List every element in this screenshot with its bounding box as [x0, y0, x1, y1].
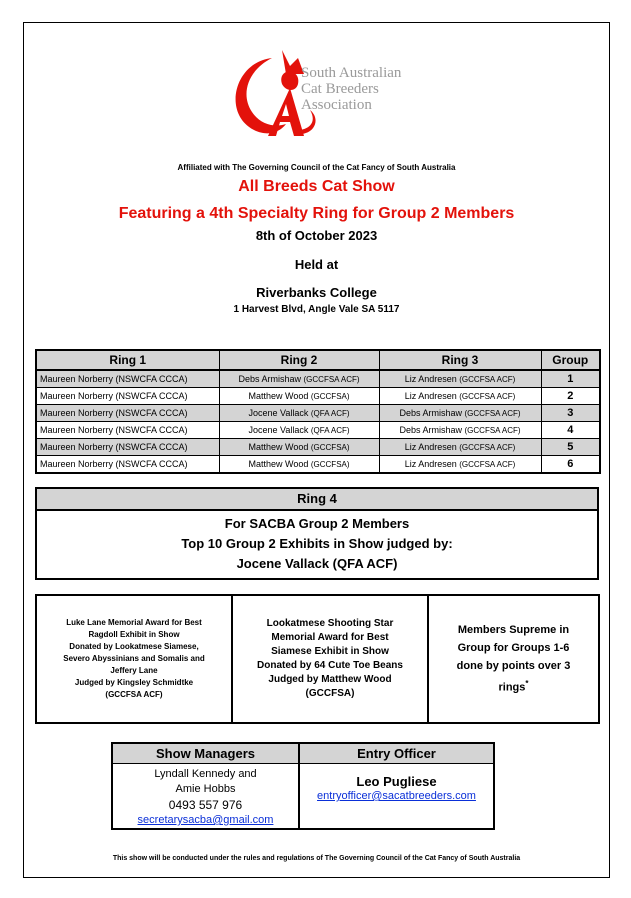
ring2-judge [219, 370, 379, 388]
table-header-row [36, 350, 600, 370]
ring3-judge [379, 370, 541, 388]
contacts-table [111, 742, 495, 830]
ring3-judge [379, 456, 541, 474]
judge-org: (GCCFSA) [310, 392, 350, 401]
judge-org: (GCCFSA ACF) [464, 409, 521, 418]
ring1-judge: Maureen Norberry (NSWCFA CCCA) [36, 370, 219, 388]
logo-wordmark [301, 65, 401, 113]
column-header: Ring 2 [219, 350, 379, 370]
venue-name: Riverbanks College [256, 285, 377, 300]
group-number: 1 [541, 370, 600, 388]
ring2-judge [219, 456, 379, 474]
judge-name: Liz Andresen [404, 442, 457, 452]
ring3-judge [379, 422, 541, 439]
held-at-label: Held at [294, 257, 339, 272]
group-number: 6 [541, 456, 600, 474]
ring1-judge: Maureen Norberry (NSWCFA CCCA) [36, 422, 219, 439]
award-line: done by points over 3 [456, 660, 571, 673]
judge-name: Matthew Wood [248, 391, 309, 401]
judge-name: Matthew Wood [248, 459, 309, 469]
awards-section [35, 594, 600, 724]
judge-name: Debs Armishaw [238, 374, 301, 384]
ring3-judge [379, 439, 541, 456]
award-line: Members Supreme in [457, 624, 570, 637]
award-line: Donated by Lookatmese Siamese, [69, 642, 199, 651]
judge-name: Debs Armishaw [399, 425, 462, 435]
table-row [36, 405, 600, 422]
ring1-judge: Maureen Norberry (NSWCFA CCCA) [36, 439, 219, 456]
table-row [36, 370, 600, 388]
affiliation-text: Affiliated with The Governing Council of the Cat Fancy of South Australia [177, 163, 456, 172]
ring1-judge: Maureen Norberry (NSWCFA CCCA) [36, 456, 219, 474]
logo-line: Association [301, 97, 372, 113]
table-row [36, 422, 600, 439]
manager-phone: 0493 557 976 [168, 798, 243, 812]
judge-org: (QFA ACF) [310, 409, 350, 418]
group-number: 2 [541, 388, 600, 405]
footnote-mark: * [525, 679, 529, 689]
ring2-judge [219, 388, 379, 405]
award-line [457, 675, 571, 697]
table-row [36, 456, 600, 474]
judge-org: (GCCFSA) [310, 460, 350, 469]
manager-names: Amie Hobbs [175, 783, 236, 795]
ring1-judge: Maureen Norberry (NSWCFA CCCA) [36, 405, 219, 422]
judge-name: Jocene Vallack [248, 425, 309, 435]
logo-line: South Australian [301, 65, 402, 81]
award-line: (GCCFSA) [305, 688, 355, 699]
judge-name: Liz Andresen [404, 374, 457, 384]
judge-org: (GCCFSA ACF) [464, 426, 521, 435]
manager-names: Lyndall Kennedy and [154, 768, 257, 780]
award-members-supreme [429, 596, 598, 722]
group-number: 4 [541, 422, 600, 439]
entry-officer-heading: Entry Officer [300, 744, 493, 764]
judge-name: Debs Armishaw [399, 408, 462, 418]
column-header: Ring 1 [36, 350, 219, 370]
award-line: Severo Abyssinians and Somalis and [63, 654, 205, 663]
judge-org: (GCCFSA ACF) [459, 460, 516, 469]
judge-org: (GCCFSA ACF) [303, 375, 360, 384]
award-siamese [233, 596, 429, 722]
award-line: Judged by Kingsley Schmidtke [74, 678, 194, 687]
show-managers-details [113, 764, 298, 828]
judge-org: (GCCFSA) [310, 443, 350, 452]
entry-officer-column [300, 744, 493, 828]
ring3-judge [379, 388, 541, 405]
ring2-judge [219, 422, 379, 439]
judge-org: (QFA ACF) [310, 426, 350, 435]
award-line: Luke Lane Memorial Award for Best [66, 618, 202, 627]
judge-name: Jocene Vallack [248, 408, 309, 418]
manager-email-link[interactable]: secretarysacba@gmail.com [137, 814, 274, 826]
group-number: 5 [541, 439, 600, 456]
ring4-line: For SACBA Group 2 Members [224, 516, 410, 531]
entry-officer-name: Leo Pugliese [356, 774, 437, 789]
award-line: Ragdoll Exhibit in Show [88, 630, 180, 639]
ring4-heading: Ring 4 [37, 489, 597, 511]
award-line: (GCCFSA ACF) [105, 690, 163, 699]
rings-table [35, 349, 601, 474]
table-row [36, 388, 600, 405]
group-number: 3 [541, 405, 600, 422]
table-row [36, 439, 600, 456]
show-subtitle: Featuring a 4th Specialty Ring for Group 2 Members [118, 205, 515, 222]
column-header: Ring 3 [379, 350, 541, 370]
judge-name: Liz Andresen [404, 459, 457, 469]
show-date: 8th of October 2023 [255, 228, 378, 243]
judge-name: Liz Andresen [404, 391, 457, 401]
judge-org: (GCCFSA ACF) [459, 392, 516, 401]
judge-org: (GCCFSA ACF) [459, 443, 516, 452]
award-line: Group for Groups 1-6 [457, 642, 570, 655]
ring2-judge [219, 439, 379, 456]
entry-officer-email-link[interactable]: entryofficer@sacatbreeders.com [317, 790, 476, 802]
venue-address: 1 Harvest Blvd, Angle Vale SA 5117 [233, 304, 400, 315]
column-header: Group [541, 350, 600, 370]
award-line: Siamese Exhibit in Show [271, 646, 389, 657]
show-managers-column [113, 744, 300, 828]
award-line: Lookatmese Shooting Star [266, 618, 394, 629]
show-managers-heading: Show Managers [113, 744, 298, 764]
logo-line: Cat Breeders [301, 81, 379, 97]
ring4-details [37, 511, 597, 578]
show-title: All Breeds Cat Show [238, 178, 395, 195]
award-line: Memorial Award for Best [271, 632, 389, 643]
ring4-box [35, 487, 599, 580]
award-line-text: rings [498, 681, 526, 694]
award-line: Donated by 64 Cute Toe Beans [257, 660, 403, 671]
ring2-judge [219, 405, 379, 422]
ring4-line: Top 10 Group 2 Exhibits in Show judged by: [181, 536, 453, 551]
ring4-line: Jocene Vallack (QFA ACF) [236, 556, 398, 571]
judge-org: (GCCFSA ACF) [459, 375, 516, 384]
footer-note: This show will be conducted under the rules and regulations of The Governing Council of the Cat Fancy of South Australia [112, 855, 521, 862]
ring1-judge: Maureen Norberry (NSWCFA CCCA) [36, 388, 219, 405]
award-line: Judged by Matthew Wood [268, 674, 392, 685]
ring3-judge [379, 405, 541, 422]
judge-name: Matthew Wood [248, 442, 309, 452]
award-line: Jeffery Lane [110, 666, 158, 675]
award-ragdoll [37, 596, 233, 722]
